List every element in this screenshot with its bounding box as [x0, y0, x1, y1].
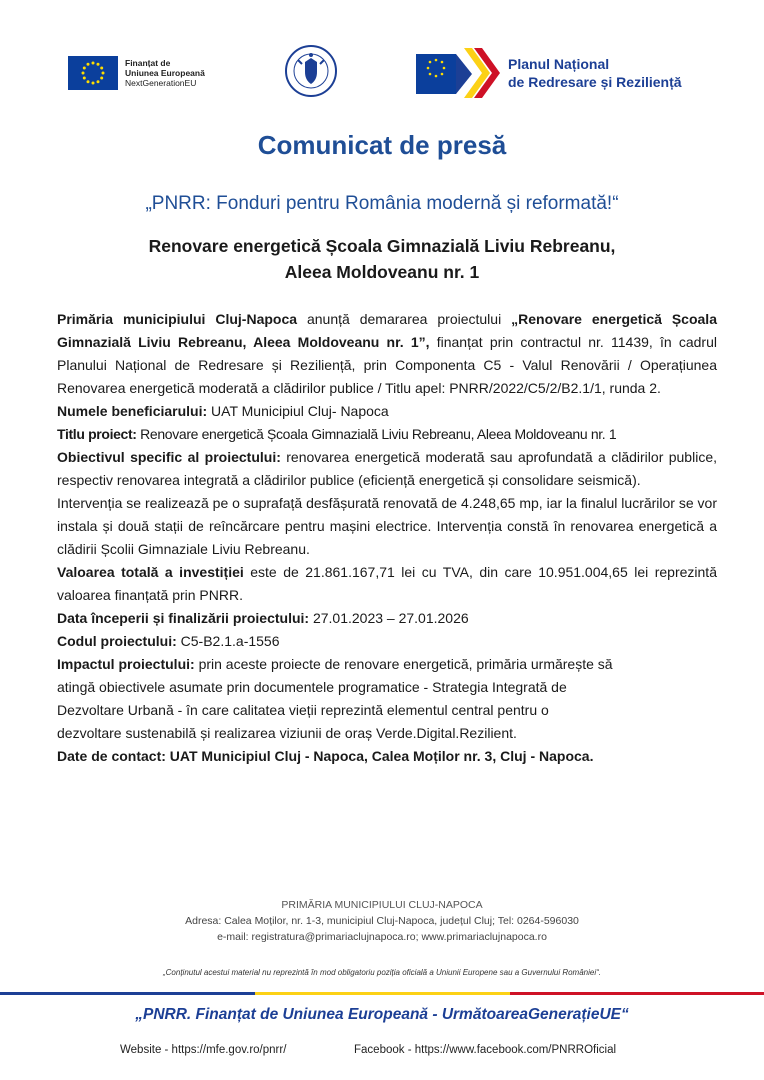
code-row — [57, 630, 717, 653]
objective-label: Obiectivul specific al proiectului: — [57, 449, 281, 465]
government-seal-icon — [284, 44, 338, 98]
eu-line3: NextGenerationEU — [125, 78, 197, 88]
beneficiary-row — [57, 400, 717, 423]
eu-flag-icon — [68, 56, 118, 90]
pnrr-logo — [416, 48, 682, 98]
code-label: Codul proiectului: — [57, 633, 177, 649]
impact-row — [57, 653, 717, 745]
impact-label: Impactul proiectului: — [57, 656, 195, 672]
dates-label: Data începerii și finalizării proiectului: — [57, 610, 310, 626]
impact-line3: Dezvoltare Urbană - în care calitatea vieții reprezintă elementul central pentru o — [57, 702, 549, 718]
tricolor-divider — [0, 992, 764, 995]
pnrr-title — [508, 55, 682, 91]
objective-row — [57, 446, 717, 492]
press-release-body — [57, 308, 717, 768]
website-link[interactable]: Website - https://mfe.gov.ro/pnrr/ — [120, 1044, 287, 1056]
intro-bold-1: Primăria municipiului Cluj-Napoca — [57, 311, 298, 327]
value-label: Valoarea totală a investiției — [57, 564, 244, 580]
footer-address: Adresa: Calea Moților, nr. 1-3, municipiul Cluj-Napoca, județul Cluj; Tel: 0264-596030 — [185, 915, 579, 927]
value-row — [57, 561, 717, 607]
dates-row — [57, 607, 717, 630]
disclaimer: „Conținutul acestui material nu reprezintă în mod obligatoriu poziția oficială a Uniunii Europene sau a Guvernului României“. — [162, 968, 601, 977]
eu-line1: Finanțat de — [125, 58, 171, 68]
code-value: C5-B2.1.a-1556 — [176, 633, 280, 649]
value-text: este de 21.861.167,71 lei cu TVA, din care 10.951.004,65 lei reprezintă valoarea finanțată prin PNRR. — [57, 564, 717, 603]
divider-red — [510, 992, 764, 995]
dates-value: 27.01.2023 – 27.01.2026 — [309, 610, 469, 626]
pnrr-line2: de Redresare și Reziliență — [508, 74, 682, 90]
project-title-value: Renovare energetică Școala Gimnazială Liviu Rebreanu, Aleea Moldoveanu nr. 1 — [136, 426, 617, 442]
eu-logo-text — [125, 58, 205, 88]
impact-line2: atingă obiectivele asumate prin documentele programatice - Strategia Integrată de — [57, 679, 567, 695]
intervention-paragraph: Intervenția se realizează pe o suprafață desfășurată renovată de 4.248,65 mp, iar la finalul lucrărilor se vor instala și două stații de reîncărcare pentru mașini electrice. Intervenția constă în renovarea energetică a clădirii Școlii Gimnaziale Liviu Rebreanu. — [57, 495, 717, 557]
intro-text-2: finanțat prin contractul nr. 11439, în cadrul Planului Național de Redresare și Reziliență, prin Componenta C5 - Valul Renovării / Operațiunea Renovarea energetică moderată a clădirilor publice / Titlu apel: PNRR/2022/C5/2/B2.1/1, runda 2. — [57, 334, 717, 396]
header — [0, 40, 764, 110]
beneficiary-label: Numele beneficiarului: — [57, 403, 208, 419]
divider-yellow — [255, 992, 510, 995]
page-subtitle: „PNRR: Fonduri pentru România modernă și reformată!“ — [145, 193, 619, 214]
eu-logo — [68, 56, 205, 90]
contact-row — [57, 745, 717, 768]
intro-bold-2: „Renovare energetică Școala Gimnazială Liviu Rebreanu, Aleea Moldoveanu nr. 1”, — [57, 311, 717, 350]
beneficiary-value: UAT Municipiul Cluj- Napoca — [207, 403, 389, 419]
pnrr-line1: Planul Național — [508, 56, 610, 72]
impact-line1: prin aceste proiecte de renovare energetică, primăria urmărește să — [194, 656, 613, 672]
divider-blue — [0, 992, 255, 995]
footer-slogan: „PNRR. Finanțat de Uniunea Europeană - UrmătoareaGenerațieUE“ — [135, 1006, 629, 1023]
project-heading-line1: Renovare energetică Școala Gimnazială Liviu Rebreanu, — [148, 236, 616, 256]
intro-paragraph — [57, 308, 717, 400]
project-heading — [0, 233, 764, 285]
project-title-row — [57, 423, 717, 446]
impact-line4: dezvoltare sustenabilă și realizarea viziunii de oraș Verde.Digital.Rezilient. — [57, 725, 517, 741]
intro-text-1: anunță demararea proiectului — [297, 311, 512, 327]
pnrr-flag-icon — [416, 48, 500, 98]
page-title: Comunicat de presă — [257, 130, 507, 160]
footer-email: e-mail: registratura@primariaclujnapoca.ro; www.primariaclujnapoca.ro — [217, 931, 547, 943]
objective-value: renovarea energetică moderată sau aprofundată a clădirilor publice, respectiv renovarea integrată a clădirilor publice (eficiență energetică și consolidare seismică). — [57, 449, 717, 488]
facebook-link[interactable]: Facebook - https://www.facebook.com/PNRROficial — [354, 1044, 617, 1056]
project-title-label: Titlu proiect: — [57, 426, 137, 442]
footer-info — [0, 897, 764, 945]
footer-org: PRIMĂRIA MUNICIPIULUI CLUJ-NAPOCA — [281, 899, 483, 911]
contact-text: Date de contact: UAT Municipiul Cluj - Napoca, Calea Moților nr. 3, Cluj - Napoca. — [57, 748, 594, 764]
project-heading-line2: Aleea Moldoveanu nr. 1 — [284, 262, 480, 282]
eu-line2: Uniunea Europeană — [125, 68, 205, 78]
